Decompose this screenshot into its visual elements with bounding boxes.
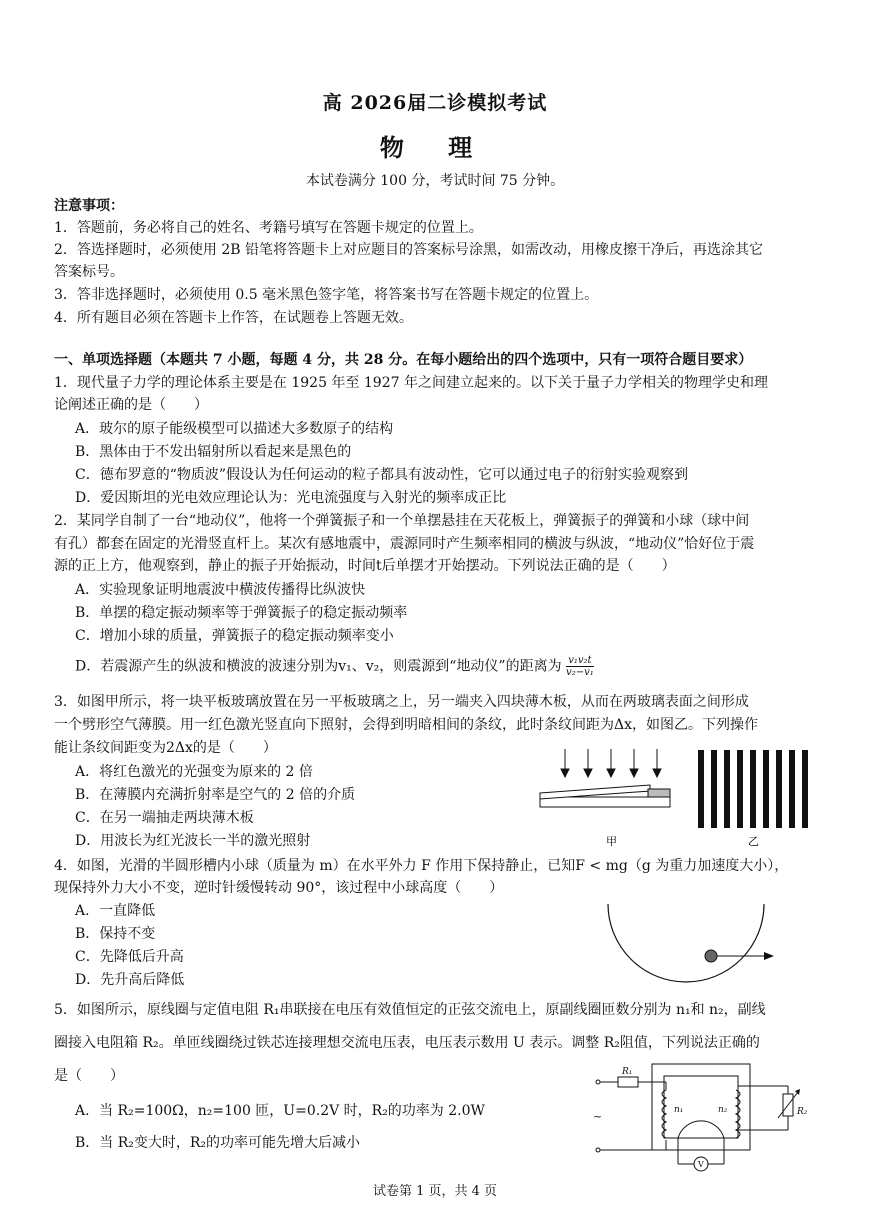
ball	[705, 950, 717, 962]
q4-stem: 现保持外力大小不变，逆时针缓慢转动 90°，该过程中小球高度（ ）	[54, 880, 504, 896]
label-r2: R₂	[797, 1107, 808, 1117]
note-item: 1．答题前，务必将自己的姓名、考籍号填写在答题卡规定的位置上。	[54, 220, 483, 236]
q3-stem: 一个劈形空气薄膜。用一红色激光竖直向下照射，会得到明暗相间的条纹，此时条纹间距为Δx，如图乙。下列操作	[54, 717, 759, 733]
q4-option-a: A．一直降低	[75, 903, 156, 919]
exam-meta: 本试卷满分 100 分，考试时间 75 分钟。	[305, 173, 565, 189]
q4-option-b: B．保持不变	[75, 926, 156, 942]
q3-stem: 能让条纹间距变为2Δx的是（ ）	[54, 740, 277, 756]
page-footer: 试卷第 1 页，共 4 页	[372, 1184, 498, 1199]
q1-option-c: C．德布罗意的“物质波”假设认为任何运动的粒子都具有波动性，它可以通过电子的衍射实验观察到	[75, 467, 689, 483]
q1-option-b: B．黑体由于不发出辐射所以看起来是黑色的	[75, 444, 352, 460]
note-item: 4．所有题目必须在答题卡上作答，在试题卷上答题无效。	[54, 310, 413, 326]
label-n1: n₁	[674, 1105, 684, 1115]
q5-stem: 是（ ）	[54, 1068, 124, 1084]
q2-option-b: B．单摆的稳定振动频率等于弹簧振子的稳定振动频率	[75, 605, 408, 621]
laser-arrows	[561, 749, 661, 777]
q5-option-a: A．当 R₂=100Ω，n₂=100 匝，U=0.2V 时，R₂的功率为 2.0W	[75, 1103, 485, 1119]
fraction-denominator: v₂−v₁	[566, 667, 594, 678]
notes-heading: 注意事项：	[54, 198, 124, 214]
q5-figure	[588, 1060, 818, 1178]
q2-stem: 2．某同学自制了一台“地动仪”，他将一个弹簧振子和一个单摆悬挂在天花板上，弹簧振子的弹簧和小球（球中间	[54, 513, 750, 529]
exam-subject: 物 理	[379, 133, 491, 162]
q4-figure	[598, 898, 778, 988]
q1-stem: 1．现代量子力学的理论体系主要是在 1925 年至 1927 年之间建立起来的。以下关于量子力学相关的物理学史和理	[54, 375, 768, 391]
note-item: 答案标号。	[54, 264, 124, 280]
q1-option-d: D．爱因斯坦的光电效应理论认为：光电流强度与入射光的频率成正比	[75, 490, 507, 506]
exam-title: 高 2026届二诊模拟考试	[322, 92, 548, 114]
q2-option-d	[75, 655, 816, 678]
q3-figure	[530, 745, 830, 850]
q3-stem: 3．如图甲所示，将一块平板玻璃放置在另一平板玻璃之上，另一端夹入四块薄木板，从而在两玻璃表面之间形成	[54, 694, 749, 710]
q3-option-a: A．将红色激光的光强变为原来的 2 倍	[75, 764, 313, 780]
single-turn-loop	[678, 1121, 724, 1138]
q5-option-b: B．当 R₂变大时，R₂的功率可能先增大后减小	[75, 1135, 361, 1151]
resistor-r1	[618, 1077, 638, 1087]
q2-stem: 源的正上方，他观察到，静止的振子开始振动，时间t后单摆才开始摆动。下列说法正确的是（ ）	[54, 558, 676, 574]
q5-stem: 圈接入电阻箱 R₂。单匝线圈绕过铁芯连接理想交流电压表，电压表示数用 U 表示。调整 R₂阻值，下列说法正确的	[54, 1035, 760, 1051]
label-n2: n₂	[718, 1105, 728, 1115]
glass-plates	[540, 785, 670, 807]
q3-option-c: C．在另一端抽走两块薄木板	[75, 810, 254, 826]
note-item: 2．答选择题时，必须使用 2B 铅笔将答题卡上对应题目的答案标号涂黑，如需改动，用橡皮擦干净后，再选涂其它	[54, 242, 763, 258]
section-heading: 一、单项选择题（本题共 7 小题，每题 4 分，共 28 分。在每小题给出的四个选项中，只有一项符合题目要求）	[54, 352, 753, 368]
q4-stem: 4．如图，光滑的半圆形槽内小球（质量为 m）在水平外力 F 作用下保持静止，已知F < mg（g 为重力加速度大小），	[54, 858, 789, 874]
fraction-numerator: v₁v₂t	[566, 655, 594, 667]
q2-option-d-text: D．若震源产生的纵波和横波的波速分别为v₁、v₂，则震源到“地动仪”的距离为	[75, 658, 562, 675]
fringe-pattern	[698, 750, 808, 828]
q3-option-b: B．在薄膜内充满折射率是空气的 2 倍的介质	[75, 787, 356, 803]
semicircle-groove	[608, 904, 764, 982]
iron-core	[652, 1064, 750, 1150]
figure-label-yi: 乙	[748, 835, 759, 848]
q2-option-c: C．增加小球的质量，弹簧振子的稳定振动频率变小	[75, 628, 394, 644]
q1-stem: 论阐述正确的是（ ）	[54, 397, 208, 413]
q3-option-d: D．用波长为红光波长一半的激光照射	[75, 833, 311, 849]
figure-label-jia: 甲	[606, 835, 617, 848]
label-ac-source: ~	[593, 1110, 603, 1123]
q2-option-d-fraction	[566, 655, 594, 678]
q5-stem: 5．如图所示，原线圈与定值电阻 R₁串联接在电压有效值恒定的正弦交流电上，原副线圈匝数分别为 n₁和 n₂，副线	[54, 1002, 766, 1018]
q4-option-d: D．先升高后降低	[75, 972, 185, 988]
label-voltmeter: V	[698, 1160, 704, 1169]
note-item: 3．答非选择题时，必须使用 0.5 毫米黑色签字笔，将答案书写在答题卡规定的位置上。	[54, 287, 599, 303]
q1-option-a: A．玻尔的原子能级模型可以描述大多数原子的结构	[75, 421, 394, 437]
arrow-head-icon	[795, 1089, 800, 1095]
q2-option-a: A．实验现象证明地震波中横波传播得比纵波快	[75, 582, 366, 598]
q2-stem: 有孔）都套在固定的光滑竖直杆上。某次有感地震中，震源同时产生频率相同的横波与纵波，“地动仪”恰好位于震	[54, 536, 755, 552]
arrow-head-icon	[764, 952, 774, 960]
label-r1: R₁	[622, 1067, 633, 1077]
q4-option-c: C．先降低后升高	[75, 949, 184, 965]
